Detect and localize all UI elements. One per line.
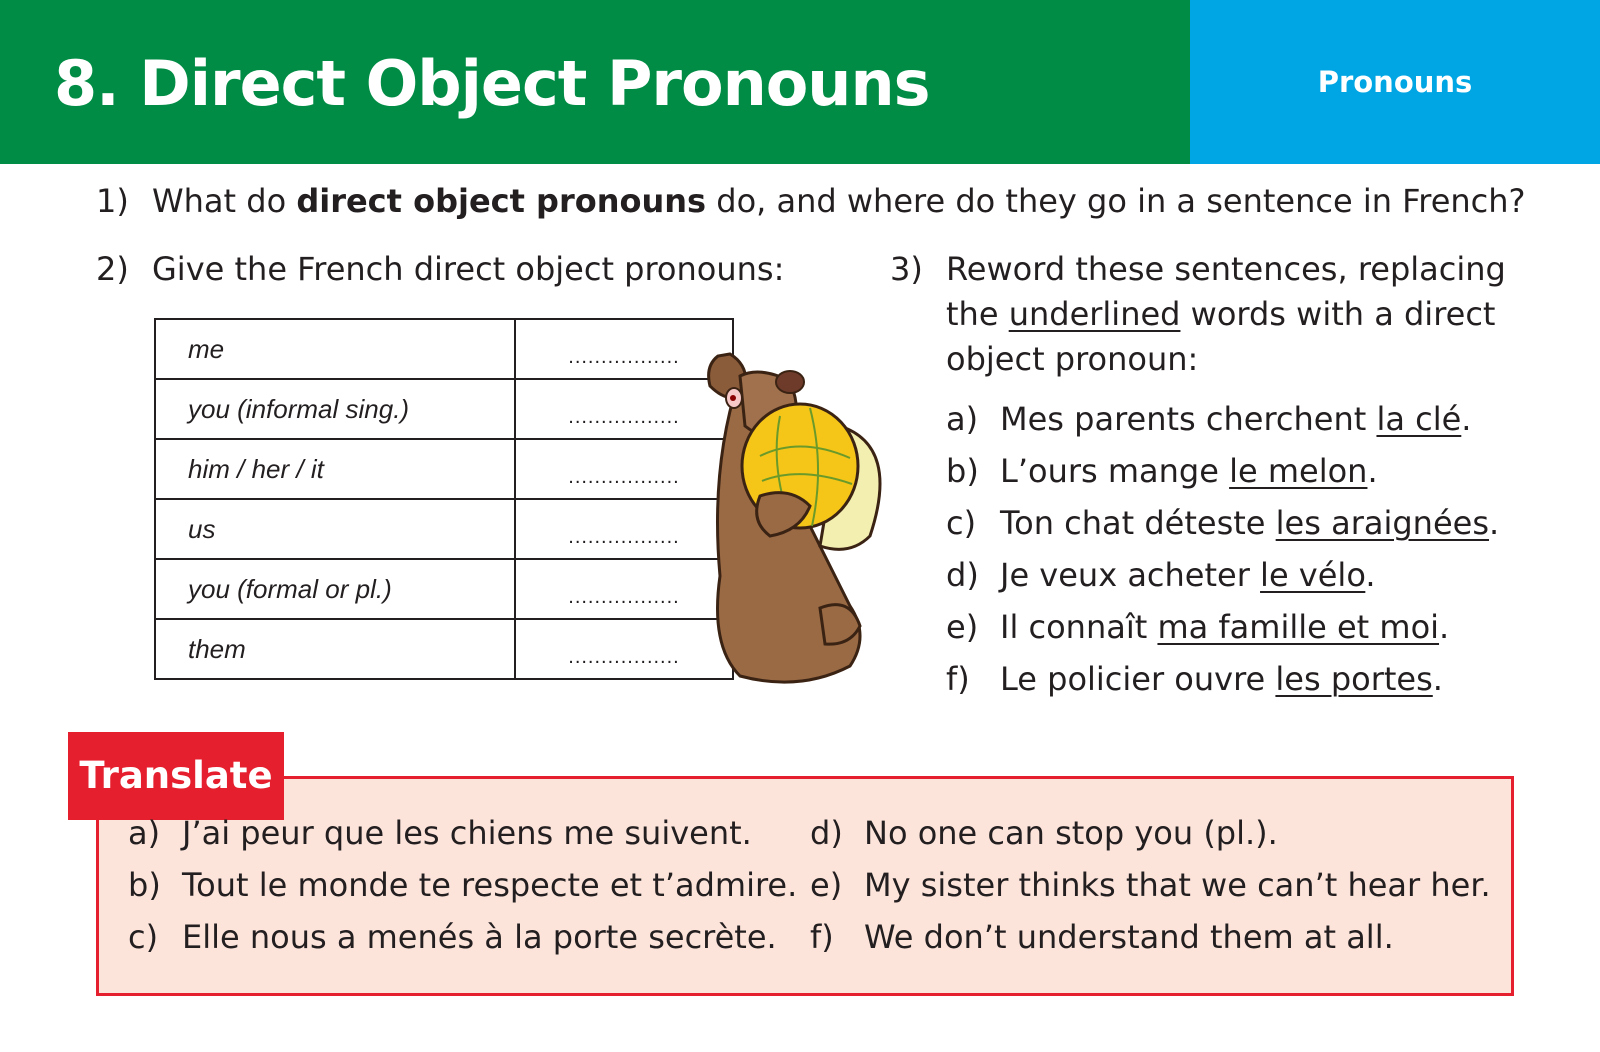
english-cell: them [155, 619, 515, 679]
item-letter: a) [946, 400, 979, 438]
item-text: My sister thinks that we can’t hear her. [864, 866, 1491, 904]
item-letter: d) [810, 814, 843, 852]
item-letter: d) [946, 556, 979, 594]
text-part: Ton chat déteste [1000, 504, 1276, 542]
question-text-part: do, and where do they go in a sentence in French? [706, 182, 1526, 220]
text-part: words with a direct [1180, 295, 1496, 333]
item-letter: f) [946, 660, 970, 698]
section-label: Pronouns [1317, 65, 1473, 99]
item-text [1000, 448, 1378, 494]
question-number: 3) [890, 250, 923, 288]
question-number: 1) [96, 182, 129, 220]
item-text: J’ai peur que les chiens me suivent. [182, 814, 752, 852]
text-part: Mes parents cherchent [1000, 400, 1377, 438]
text-part: . [1439, 608, 1450, 646]
underlined-phrase: les portes [1275, 660, 1433, 698]
table-row [155, 619, 733, 679]
item-text [1000, 552, 1376, 598]
item-letter: b) [128, 866, 161, 904]
question-text: Give the French direct object pronouns: [152, 250, 785, 288]
text-part: . [1367, 452, 1378, 490]
text-part: the [946, 295, 1009, 333]
bear-eating-melon-icon [700, 346, 910, 692]
text-part: Le policier ouvre [1000, 660, 1276, 698]
item-letter: c) [128, 918, 159, 956]
table-row [155, 439, 733, 499]
underlined-phrase: ma famille et moi [1157, 608, 1440, 646]
text-part: . [1488, 504, 1500, 542]
item-text [1000, 396, 1471, 442]
question-3-line-2 [946, 291, 1495, 337]
item-letter: a) [128, 814, 161, 852]
question-text-part: What do [152, 182, 297, 220]
item-text: Elle nous a menés à la porte secrète. [182, 918, 777, 956]
text-part: . [1365, 556, 1376, 594]
text-part: . [1461, 400, 1472, 438]
answer-blank: ................. [568, 345, 680, 368]
english-cell: him / her / it [155, 439, 515, 499]
question-3-line-3: object pronoun: [946, 340, 1199, 378]
page-header [0, 0, 1600, 164]
question-3-line-1: Reword these sentences, replacing [946, 250, 1506, 288]
pronoun-table [154, 318, 734, 680]
question-text [152, 178, 1526, 224]
translate-label: Translate [68, 732, 284, 820]
underlined-phrase: le melon [1229, 452, 1368, 490]
item-text: We don’t understand them at all. [864, 918, 1394, 956]
underlined-phrase: le vélo [1260, 556, 1366, 594]
english-cell: me [155, 319, 515, 379]
question-number: 2) [96, 250, 129, 288]
answer-blank: ................. [568, 585, 680, 608]
table-row [155, 499, 733, 559]
underlined-phrase: les araignées [1275, 504, 1489, 542]
item-letter: e) [946, 608, 979, 646]
item-text [1000, 604, 1449, 650]
text-part: L’ours mange [1000, 452, 1230, 490]
underlined-phrase: la clé [1376, 400, 1462, 438]
underlined-word: underlined [1008, 295, 1181, 333]
english-cell: you (informal sing.) [155, 379, 515, 439]
question-text-bold: direct object pronouns [296, 182, 707, 220]
english-cell: you (formal or pl.) [155, 559, 515, 619]
item-text: Tout le monde te respecte et t’admire. [182, 866, 798, 904]
answer-blank: ................. [568, 465, 680, 488]
table-row [155, 379, 733, 439]
table-row [155, 319, 733, 379]
item-text [1000, 500, 1499, 546]
item-text [1000, 656, 1443, 702]
text-part: Il connaît [1000, 608, 1158, 646]
table-row [155, 559, 733, 619]
item-letter: e) [810, 866, 843, 904]
answer-blank: ................. [568, 405, 680, 428]
text-part: . [1432, 660, 1443, 698]
item-letter: f) [810, 918, 834, 956]
item-letter: c) [946, 504, 977, 542]
answer-blank: ................. [568, 645, 680, 668]
english-cell: us [155, 499, 515, 559]
page-title: 8. Direct Object Pronouns [54, 47, 930, 120]
text-part: Je veux acheter [1000, 556, 1261, 594]
answer-blank: ................. [568, 525, 680, 548]
item-letter: b) [946, 452, 979, 490]
item-text: No one can stop you (pl.). [864, 814, 1278, 852]
